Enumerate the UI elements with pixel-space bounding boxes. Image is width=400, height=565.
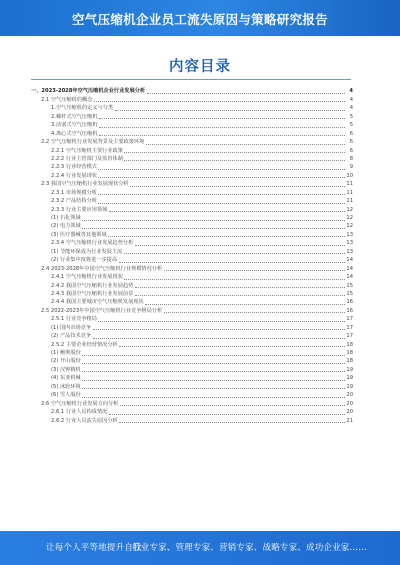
toc-entry-title: 2.5.2 主要企业经营情况分析 <box>51 341 118 348</box>
toc-dot-leader <box>98 321 344 322</box>
toc-page-number: 11 <box>346 189 353 196</box>
toc-entry[interactable] <box>31 247 353 255</box>
toc-entry-title: 2.4.1 空气压缩机行业发展现状 <box>51 274 123 281</box>
toc-entry-title: 2.3.4 空气压缩机行业发展趋势分析 <box>51 240 134 247</box>
toc-entry[interactable] <box>31 273 353 281</box>
toc-page-number: 11 <box>346 198 353 205</box>
toc-entry[interactable] <box>31 357 353 365</box>
toc-dot-leader <box>135 287 345 288</box>
toc-page-number: 16 <box>346 307 353 314</box>
toc-page-number: 5 <box>349 122 353 129</box>
toc-page-number: 18 <box>346 358 353 365</box>
toc-dot-leader <box>82 228 344 229</box>
toc-entry[interactable] <box>31 315 353 323</box>
toc-page-number: 18 <box>346 341 353 348</box>
toc-page-number: 4 <box>349 88 353 95</box>
toc-entry[interactable] <box>31 171 353 179</box>
toc-entry[interactable] <box>31 188 353 196</box>
toc-page-number: 10 <box>346 172 353 179</box>
toc-entry[interactable] <box>31 121 353 129</box>
report-header-band <box>0 0 400 36</box>
toc-entry[interactable] <box>31 399 353 407</box>
toc-entry-title: (3) 汉钟精机 <box>51 366 81 373</box>
toc-page-number: 9 <box>349 164 353 171</box>
toc-dot-leader <box>99 135 345 136</box>
toc-entry[interactable] <box>31 408 353 416</box>
toc-dot-leader <box>119 346 344 347</box>
toc-page-number: 19 <box>346 375 353 382</box>
toc-entry[interactable] <box>31 306 353 314</box>
toc-entry-title: (6) 雪人股份 <box>51 392 81 399</box>
toc-entry[interactable] <box>31 340 353 348</box>
toc-page-number: 21 <box>346 417 353 424</box>
toc-dot-leader <box>145 304 344 305</box>
toc-entry-title: 2.5.1 行业竞争格局 <box>51 316 97 323</box>
toc-entry-title: (2) 产品技术竞争 <box>51 333 92 340</box>
toc-page-number: 20 <box>346 392 353 399</box>
toc-entry-title: 2.5 2022-2023年中国空气压缩机行业竞争格局分析 <box>41 307 163 314</box>
toc-heading: 内容目录 <box>169 59 231 75</box>
table-of-contents <box>31 87 353 425</box>
toc-entry[interactable] <box>31 197 353 205</box>
toc-entry[interactable] <box>31 146 353 154</box>
toc-entry[interactable] <box>31 163 353 171</box>
toc-entry[interactable] <box>31 298 353 306</box>
toc-dot-leader <box>109 414 345 415</box>
toc-dot-leader <box>135 295 345 296</box>
toc-dot-leader <box>82 388 344 389</box>
toc-entry-title: 2.2.2 行业主管部门及监管体制 <box>51 155 123 162</box>
toc-dot-leader <box>98 169 344 170</box>
toc-entry-title: 2.6 空气压缩机行业发展方向分析 <box>41 400 119 407</box>
report-title: 空气压缩机企业员工流失原因与策略研究报告 <box>71 12 328 27</box>
footer-slogan: 让每个人平等地提升自我 <box>46 543 142 553</box>
toc-dot-leader <box>146 144 345 145</box>
toc-entry[interactable] <box>31 256 353 264</box>
toc-page-number: 19 <box>346 366 353 373</box>
toc-page-number: 4 <box>349 105 353 112</box>
toc-dot-leader <box>98 177 344 178</box>
toc-entry[interactable] <box>31 264 353 272</box>
toc-entry-title: (2) 电力领域 <box>51 223 81 230</box>
toc-entry-title: 2.6.2 行业人员流失原因分析 <box>51 417 118 424</box>
toc-entry-title: 4.离心式空气压缩机 <box>51 130 98 137</box>
toc-dot-leader <box>98 194 344 195</box>
toc-divider <box>31 79 351 80</box>
toc-dot-leader <box>82 397 344 398</box>
toc-page-number: 13 <box>346 231 353 238</box>
toc-entry[interactable] <box>31 391 353 399</box>
toc-entry-title: 一、2023-2028年空气压缩机企业行业发展分析 <box>31 88 146 95</box>
toc-dot-leader <box>119 262 345 263</box>
toc-dot-leader <box>130 186 344 187</box>
toc-entry[interactable] <box>31 205 353 213</box>
toc-entry-title: 2.3.2 产品结构分析 <box>51 198 97 205</box>
toc-page-number: 17 <box>346 324 353 331</box>
toc-dot-leader <box>82 380 344 381</box>
toc-dot-leader <box>124 152 344 153</box>
toc-entry-title: (2) 开山股份 <box>51 358 81 365</box>
toc-dot-leader <box>124 160 344 161</box>
toc-dot-leader <box>109 211 345 212</box>
toc-entry-title: 2.2 空气压缩机行业发展背景及主要政策环境 <box>41 139 145 146</box>
toc-page-number: 20 <box>346 400 353 407</box>
toc-entry-title: 2.螺杆式空气压缩机 <box>51 113 98 120</box>
toc-entry-title: (1) 节能环保成为行业发展主流 <box>51 248 123 255</box>
toc-entry[interactable] <box>31 230 353 238</box>
toc-entry-title: (1) 石化领域 <box>51 215 81 221</box>
toc-page-number: 18 <box>346 350 353 356</box>
toc-page-number: 4 <box>349 96 353 103</box>
toc-dot-leader <box>82 220 344 221</box>
toc-entry[interactable] <box>31 129 353 137</box>
toc-page-number: 14 <box>346 265 353 272</box>
toc-entry-title: 2.4.2 我国空气压缩机行业发展趋势 <box>51 282 134 289</box>
toc-entry[interactable] <box>31 365 353 373</box>
toc-dot-leader <box>108 236 344 237</box>
toc-page-number: 13 <box>346 240 353 247</box>
toc-page-number: 13 <box>346 248 353 255</box>
toc-page-number: 17 <box>346 333 353 340</box>
toc-entry-title: 2.4.3 我国空气压缩机行业发展前景 <box>51 290 134 297</box>
toc-page-number: 5 <box>349 113 353 120</box>
toc-entry-title: (1) 鲍斯股份 <box>51 350 81 356</box>
toc-page-number: 11 <box>346 181 353 188</box>
toc-entry-title: 2.2.3 行业经营模式 <box>51 164 97 171</box>
toc-entry[interactable] <box>31 214 353 222</box>
toc-dot-leader <box>115 110 345 111</box>
toc-entry[interactable] <box>31 222 353 230</box>
toc-page-number: 15 <box>346 282 353 289</box>
toc-entry-title: (1) 国内市场竞争 <box>51 324 92 331</box>
toc-entry[interactable] <box>31 374 353 382</box>
toc-entry-title: 3.活塞式空气压缩机 <box>51 122 98 129</box>
toc-entry-title: 2.6.1 行业人员构成情况 <box>51 409 108 416</box>
toc-entry-title: 2.4.4 我国主要城市空气压缩机发展现状 <box>51 299 144 306</box>
toc-dot-leader <box>124 253 345 254</box>
toc-entry[interactable] <box>31 95 353 103</box>
toc-page-number: 12 <box>346 206 353 213</box>
footer-band <box>0 531 400 565</box>
toc-dot-leader <box>94 101 345 102</box>
toc-entry-title: (2) 行业集中度将进一步提高 <box>51 257 118 264</box>
toc-dot-leader <box>82 371 344 372</box>
toc-entry[interactable] <box>31 112 353 120</box>
toc-dot-leader <box>119 422 344 423</box>
toc-dot-leader <box>147 93 345 94</box>
toc-entry[interactable] <box>31 382 353 390</box>
toc-dot-leader <box>120 405 345 406</box>
toc-entry[interactable] <box>31 290 353 298</box>
toc-dot-leader <box>82 363 344 364</box>
toc-page-number: 12 <box>346 223 353 230</box>
toc-page-number: 6 <box>349 130 353 137</box>
toc-dot-leader <box>98 203 344 204</box>
toc-dot-leader <box>82 355 344 356</box>
toc-dot-leader <box>99 118 345 119</box>
toc-entry-title: 2.2.1 空气压缩机主要行业政策 <box>51 147 123 154</box>
toc-entry[interactable] <box>31 87 353 95</box>
toc-entry[interactable] <box>31 155 353 163</box>
toc-entry[interactable] <box>31 323 353 331</box>
toc-entry[interactable] <box>31 332 353 340</box>
toc-entry-title: 2.1 空气压缩机的概念 <box>41 96 93 103</box>
toc-dot-leader <box>124 279 344 280</box>
toc-entry[interactable] <box>31 239 353 247</box>
toc-entry-title: 2.3.3 行业主要应用领域 <box>51 206 108 213</box>
toc-entry-title: 2.3.1 市场规模分析 <box>51 189 97 196</box>
toc-entry-title: 2.4 2023-2028年中国空气压缩机行业规模情况分析 <box>41 265 163 272</box>
toc-page-number: 15 <box>346 290 353 297</box>
toc-entry-title: 2.3 我国空气压缩机行业发展现状分析 <box>41 181 129 188</box>
toc-entry[interactable] <box>31 180 353 188</box>
footer-experts-line: 行业专家、管理专家、营销专家、战略专家、成功企业家…… <box>132 543 367 553</box>
toc-page-number: 17 <box>346 316 353 323</box>
toc-dot-leader <box>99 127 345 128</box>
toc-dot-leader <box>135 245 345 246</box>
toc-page-number: 6 <box>349 139 353 146</box>
toc-page-number: 12 <box>346 215 353 221</box>
toc-entry[interactable] <box>31 349 353 357</box>
toc-entry[interactable] <box>31 416 353 424</box>
toc-entry-title: 2.2.4 行业发展现状 <box>51 172 97 179</box>
toc-entry[interactable] <box>31 138 353 146</box>
toc-entry-title: 1.空气压缩机的定义与分类 <box>51 105 114 112</box>
toc-entry-title: (3) 医疗器械等其他领域 <box>51 231 107 238</box>
toc-page-number: 16 <box>346 299 353 306</box>
toc-page-number: 6 <box>349 147 353 154</box>
toc-entry-title: (5) 冰轮环境 <box>51 383 81 390</box>
toc-page-number: 8 <box>349 155 353 162</box>
toc-page-number: 14 <box>346 257 353 264</box>
toc-entry-title: (4) 东亚机械 <box>51 375 81 382</box>
toc-dot-leader <box>93 338 345 339</box>
toc-dot-leader <box>164 312 345 313</box>
toc-entry[interactable] <box>31 104 353 112</box>
toc-dot-leader <box>164 270 345 271</box>
toc-dot-leader <box>93 329 345 330</box>
toc-entry[interactable] <box>31 281 353 289</box>
toc-page-number: 14 <box>346 274 353 281</box>
toc-page-number: 19 <box>346 383 353 390</box>
toc-page-number: 20 <box>346 409 353 416</box>
